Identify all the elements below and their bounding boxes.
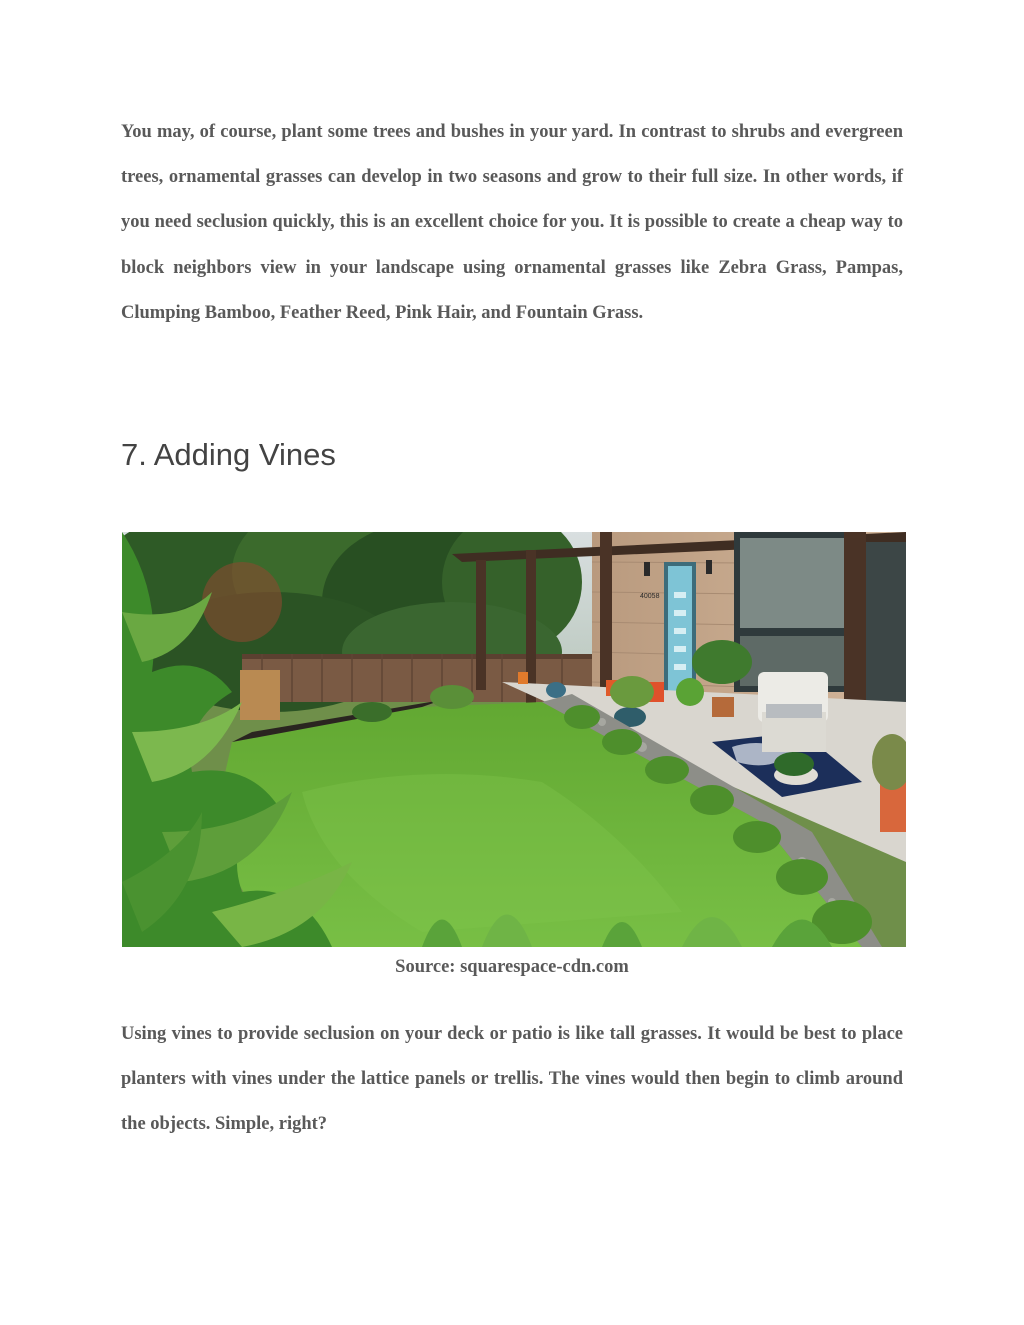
garden-photo (122, 532, 906, 947)
white-chair (758, 672, 828, 752)
vines-paragraph: Using vines to provide seclusion on your deck or patio is like tall grasses. It would be best to place planters with vines under the lattice panels or trellis. The vines would then begin to climb around the objects. Simple, right? (121, 1024, 903, 1135)
photo-caption: Source: squarespace-cdn.com (395, 957, 629, 977)
intro-paragraph: You may, of course, plant some trees and bushes in your yard. In contrast to shrubs and evergreen trees, ornamental grasses can develop in two seasons and grow to their full size. In other words, if you need seclusion quickly, this is an excellent choice for you. It is possible to create a cheap way to block neighbors view in your landscape using ornamental grasses like Zebra Grass, Pampas, Clumping Bamboo, Feather Reed, Pink Hair, and Fountain Grass. (121, 122, 903, 323)
section-heading: 7. Adding Vines (121, 437, 336, 472)
house-number: 40058 (640, 593, 660, 600)
